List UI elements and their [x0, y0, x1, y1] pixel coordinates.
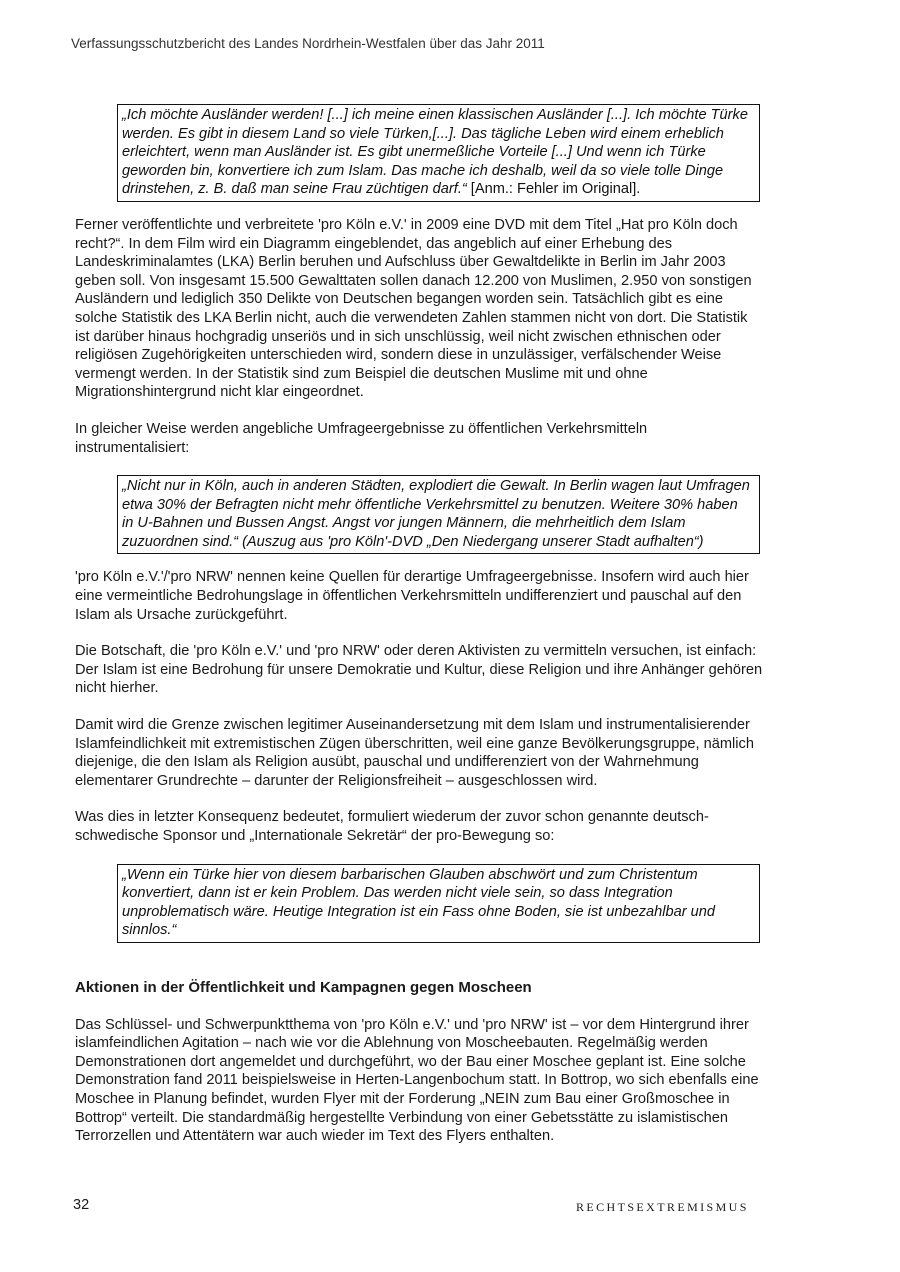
quote-1-text: „Ich möchte Ausländer werden! [...] ich meine einen klassischen Ausländer [...]. Ich möchte Türke werden. Es gibt in diesem Land so viele Türken,[...]. Das tägliche Leben wird einem erheblich erleichtert, wenn man Ausländer ist. Es gibt unermeßliche Vorteile [...] Und wenn ich Türke geworden bin, konvertiere ich zum Islam. Das mache ich deshalb, weil da so viele tolle Dinge drinstehen, z. B. daß man seine Frau züchtigen darf.“ [122, 107, 748, 198]
quote-box-3: „Wenn ein Türke hier von diesem barbarischen Glauben abschwört und zum Christentum konvertiert, dann ist er kein Problem. Das werden nicht viele sein, so dass Integration unproblematisch wäre. Heutige Integration ist ein Fass ohne Boden, sie ist unbezahlbar und sinnlos.“ [117, 864, 760, 943]
section-heading: Aktionen in der Öffentlichkeit und Kampagnen gegen Moscheen [75, 978, 532, 996]
page-content [75, 104, 765, 1164]
quote-box-1 [117, 104, 760, 202]
paragraph-no-sources: 'pro Köln e.V.'/'pro NRW' nennen keine Quellen für derartige Umfrageergebnisse. Insofern wird auch hier eine vermeintliche Bedrohungslage in öffentlichen Verkehrsmitteln undifferenziert und pauschal auf den Islam als Ursache zurückgeführt. [75, 569, 749, 623]
quote-box-2: „Nicht nur in Köln, auch in anderen Städten, explodiert die Gewalt. In Berlin wagen laut Umfragen etwa 30% der Befragten nicht mehr öffentliche Verkehrsmittel zu benutzen. Weitere 30% haben in U-Bahnen und Bussen Angst. Angst vor jungen Männern, die mehrheitlich dem Islam zuzuordnen sind.“ (Auszug aus 'pro Köln'-DVD „Den Niedergang unserer Stadt aufhalten“) [117, 475, 760, 554]
paragraph-boundary: Damit wird die Grenze zwischen legitimer Auseinandersetzung mit dem Islam und instrumentalisierender Islamfeindlichkeit mit extremistischen Zügen überschritten, weil eine ganze Bevölkerungsgruppe, nämlich diejenige, die den Islam als Religion ausübt, pauschal und undifferenziert von der Wahrnehmung elementarer Grundrechte – darunter der Religionsfreiheit – ausgeschlossen wird. [75, 717, 754, 789]
paragraph-dvd: Ferner veröffentlichte und verbreitete 'pro Köln e.V.' in 2009 eine DVD mit dem Titel „Hat pro Köln doch recht?“. In dem Film wird ein Diagramm eingeblendet, das angeblich auf einer Erhebung des Landeskriminalamtes (LKA) Berlin beruhen und Aufschluss über Gewaltdelikte in Berlin im Jahr 2003 geben soll. Von insgesamt 15.500 Gewalttaten sollen danach 12.200 von Muslimen, 2.950 von sonstigen Ausländern und lediglich 350 Delikte von Deutschen begangen worden sein. Tatsächlich gibt es eine solche Statistik des LKA Berlin nicht, auch die verwendeten Zahlen stammen nicht von dort. Die Statistik ist darüber hinaus hochgradig unseriös und in sich unschlüssig, weil nicht zwischen ethnischen oder religiösen Zugehörigkeiten unterschieden wird, sondern diese in unzulässiger, verfälschender Weise vermengt werden. In der Statistik sind zum Beispiel die deutschen Muslime mit und ohne Migrationshintergrund nicht klar eingeordnet. [75, 216, 752, 401]
paragraph-mosques: Das Schlüssel- und Schwerpunktthema von 'pro Köln e.V.' und 'pro NRW' ist – vor dem Hintergrund ihrer islamfeindlichen Agitation – nach wie vor die Ablehnung von Moscheebauten. Regelmäßig werden Demonstrationen dort angemeldet und durchgeführt, wo der Bau einer Moschee geplant ist. Eine solche Demonstration fand 2011 beispielsweise in Herten-Langenbochum statt. In Bottrop, wo sich ebenfalls eine Moschee in Planung befindet, wurden Flyer mit der Forderung „NEIN zum Bau einer Großmoschee in Bottrop“ verteilt. Die standardmäßig hergestellte Verbindung von einer Gebetsstätte zu islamistischen Terrorzellen und Attentätern war auch wieder im Text des Flyers enthalten. [75, 1016, 759, 1145]
page-number: 32 [73, 1197, 90, 1213]
quote-1-note: [Anm.: Fehler im Original]. [466, 181, 641, 198]
paragraph-sponsor: Was dies in letzter Konsequenz bedeutet, formuliert wiederum der zuvor schon genannte deutsch-schwedische Sponsor und „Internationale Sekretär“ der pro-Bewegung so: [75, 809, 709, 844]
footer-brand: RECHTSEXTREMISMUS [576, 1200, 749, 1214]
running-header: Verfassungsschutzbericht des Landes Nordrhein-Westfalen über das Jahr 2011 [71, 36, 545, 51]
paragraph-survey-intro: In gleicher Weise werden angebliche Umfrageergebnisse zu öffentlichen Verkehrsmitteln instrumentalisiert: [75, 420, 648, 456]
paragraph-message: Die Botschaft, die 'pro Köln e.V.' und 'pro NRW' oder deren Aktivisten zu vermitteln versuchen, ist einfach: Der Islam ist eine Bedrohung für unsere Demokratie und Kultur, diese Religion und ihre Anhänger gehören nicht hierher. [75, 643, 763, 697]
